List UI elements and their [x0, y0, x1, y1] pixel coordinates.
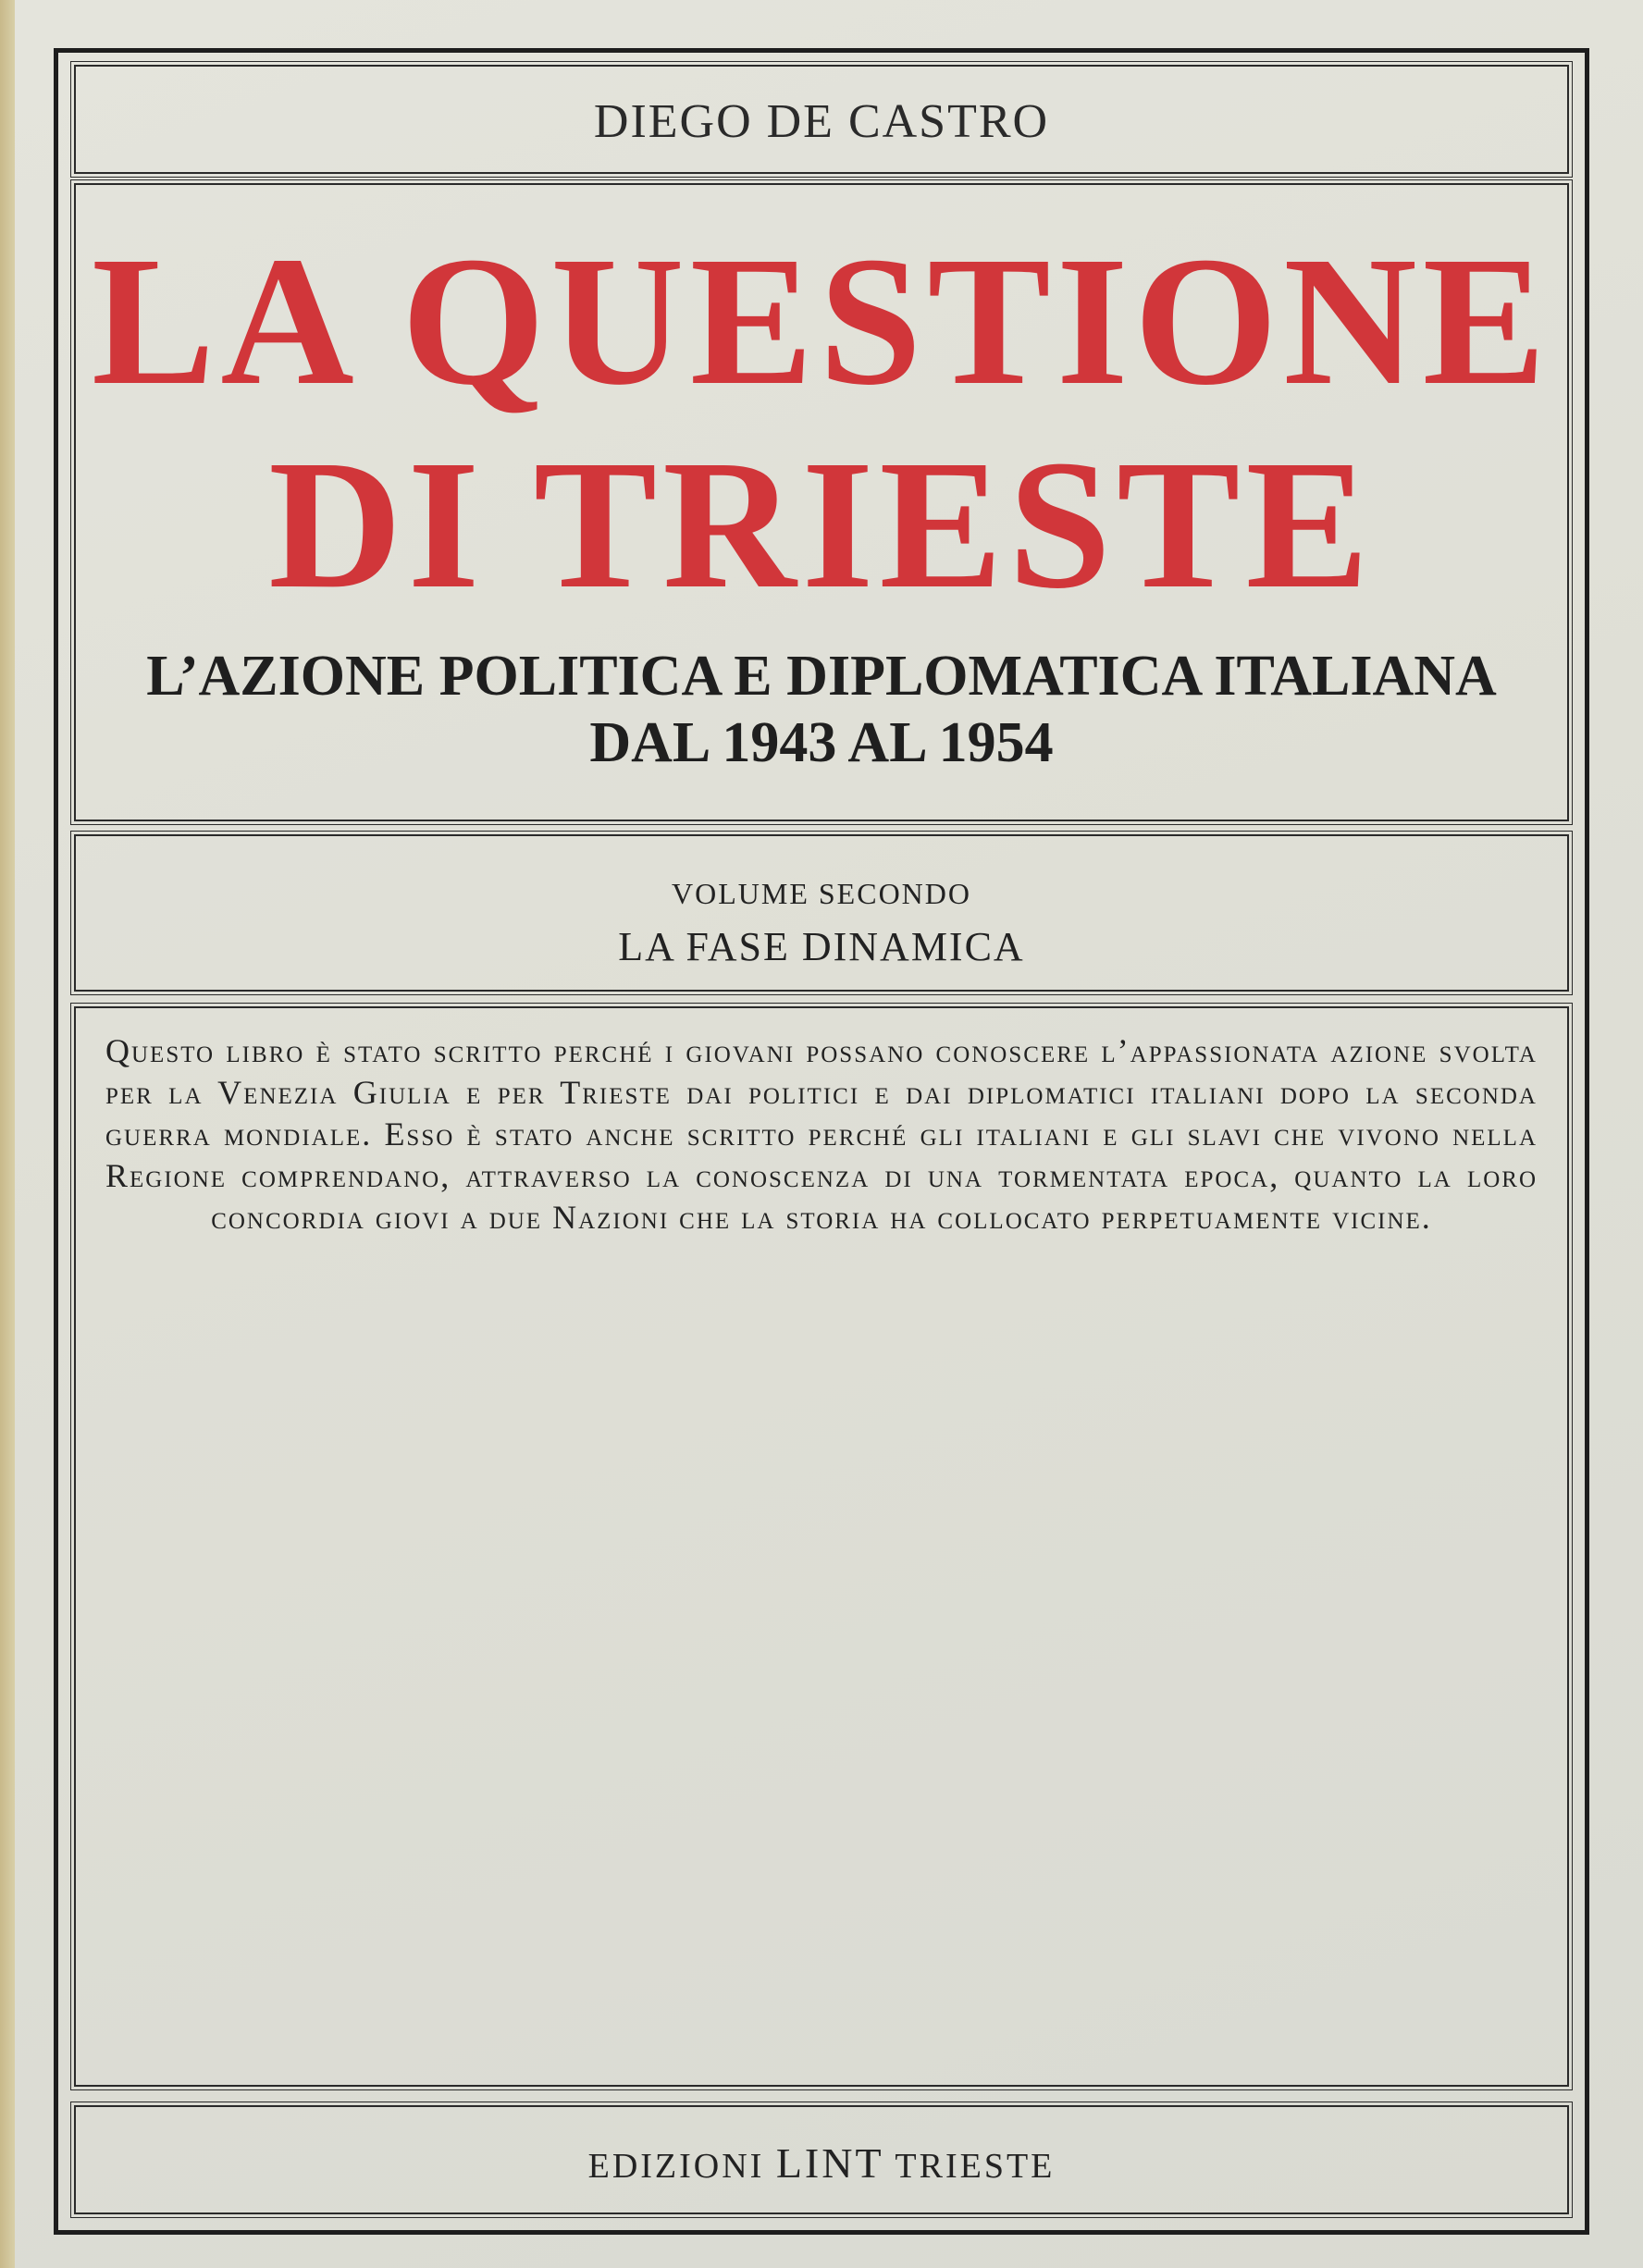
publisher-name: LINT	[775, 2139, 884, 2187]
blurb-panel	[74, 1006, 1569, 2087]
volume-panel	[74, 834, 1569, 992]
blurb-text: Questo libro è stato scritto perché i giovani possano conoscere l’appassionata azione svolta per la Venezia Giulia e per Trieste dai politici e dai diplomatici italiani dopo la seconda guerra mondiale. Esso è stato anche scritto perché gli italiani e gli slavi che vivono nella Regione comprendano, attraverso la conoscenza di una tormentata epoca, quanto la loro concordia giovi a due Nazioni che la storia ha collocato perpetuamente vicine.	[105, 1032, 1538, 1236]
subtitle-line-1: L’AZIONE POLITICA E DIPLOMATICA ITALIANA	[146, 645, 1497, 708]
title-panel	[74, 183, 1569, 821]
volume-label: VOLUME SECONDO	[672, 877, 971, 910]
publisher-city: TRIESTE	[895, 2147, 1056, 2186]
author-panel	[74, 65, 1569, 174]
book-title-line-1: LA QUESTIONE	[91, 219, 1552, 424]
publisher-prefix: EDIZIONI	[587, 2147, 765, 2186]
publisher-line	[76, 2139, 1567, 2188]
book-title-line-2: DI TRIESTE	[268, 423, 1375, 627]
subtitle-line-2: DAL 1943 AL 1954	[589, 711, 1054, 774]
volume-name: LA FASE DINAMICA	[618, 924, 1025, 969]
publisher-panel	[74, 2105, 1569, 2214]
author-name: DIEGO DE CASTRO	[593, 95, 1050, 148]
book-cover	[15, 0, 1643, 2268]
page-edge	[0, 0, 15, 2268]
